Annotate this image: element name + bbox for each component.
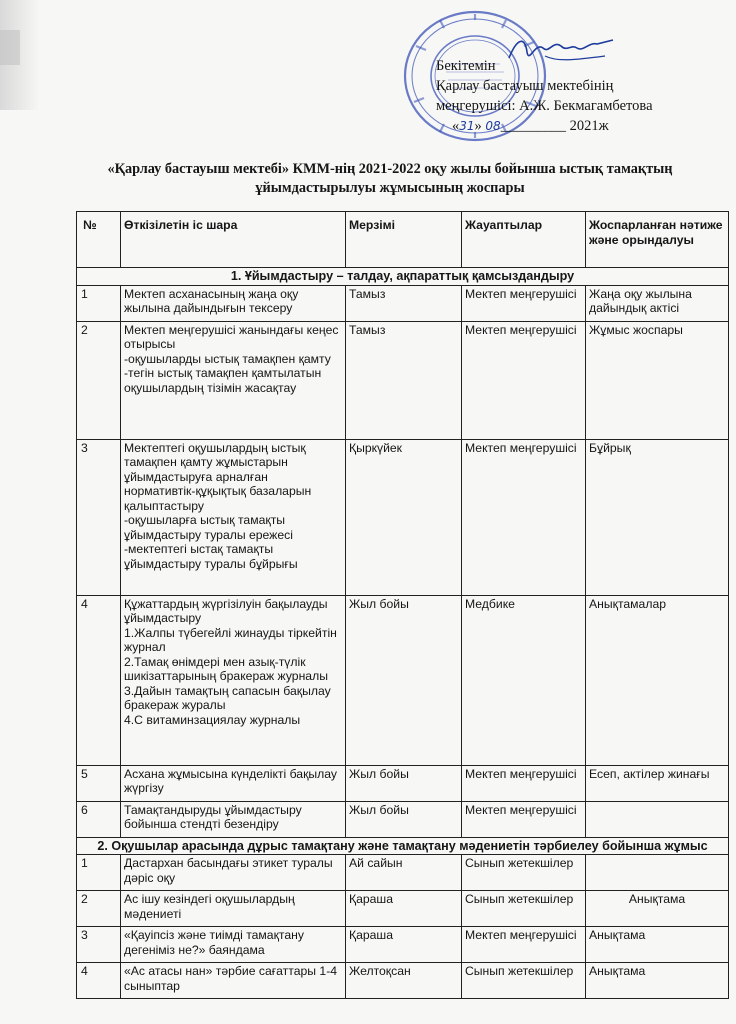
header-responsible: Жауаптылар	[462, 212, 586, 268]
row-responsible: Мектеп меңгерушісі	[462, 927, 586, 963]
row-result: Анықтама	[586, 927, 729, 963]
title-line-2: ұйымдастырылуы жұмысының жоспары	[255, 180, 525, 196]
row-activity: Құжаттардың жүргізілуін бақылауды ұйымдастыру 1.Жалпы түбегейлі жинауды тіркейтін журнал 2.Тамақ өнімдері мен азық-түлік шикізаттарының бракераж журналы 3.Дайын тамақтың сапасын бақылау бракераж журалы 4.С витаминзациялау журналы	[121, 595, 346, 765]
table-row	[77, 765, 729, 801]
row-result: Анықтама	[586, 963, 729, 999]
title-line-1: «Қарлау бастауыш мектебі» КММ-нің 2021-2022 оқу жылы бойынша ыстық тамақтың	[107, 161, 673, 177]
table-row	[77, 927, 729, 963]
row-responsible: Мектеп меңгерушісі	[462, 801, 586, 837]
approval-line-1: Бекітемін	[436, 58, 496, 74]
approval-line-3: меңгерушісі: А.Ж. Бекмагамбетова	[436, 98, 653, 114]
table-row	[77, 801, 729, 837]
row-responsible: Медбике	[462, 595, 586, 765]
row-number: 1	[77, 285, 121, 321]
row-deadline: Қараша	[346, 927, 462, 963]
row-activity: Ас ішу кезіндегі оқушылардың мәдениеті	[121, 891, 346, 927]
table-row	[77, 855, 729, 891]
row-deadline: Желтоқсан	[346, 963, 462, 999]
row-responsible: Сынып жетекшілер	[462, 855, 586, 891]
row-deadline: Қыркүйек	[346, 439, 462, 595]
row-deadline: Тамыз	[346, 285, 462, 321]
row-activity: Тамақтандыруды ұйымдастыру бойынша стендті безендіру	[121, 801, 346, 837]
row-responsible: Мектеп меңгерушісі	[462, 439, 586, 595]
row-deadline: Ай сайын	[346, 855, 462, 891]
row-number: 3	[77, 927, 121, 963]
approval-date-day: 31	[459, 119, 475, 133]
row-number: 5	[77, 765, 121, 801]
table-row	[77, 595, 729, 765]
scan-edge-mark	[0, 30, 20, 65]
row-responsible: Мектеп меңгерушісі	[462, 321, 586, 439]
row-result: Жаңа оқу жылына дайындық актісі	[586, 285, 729, 321]
section-1-title: 1. Ұйымдастыру – талдау, ақпараттық қамсыздандыру	[77, 268, 729, 286]
header-deadline: Мерзімі	[346, 212, 462, 268]
header-result: Жоспарланған нәтиже және орындалуы	[586, 212, 729, 268]
table-body	[77, 268, 729, 999]
approval-line-2: Қарлау бастауыш мектебінің	[436, 78, 614, 94]
table-row	[77, 321, 729, 439]
row-result: Жұмыс жоспары	[586, 321, 729, 439]
approval-date: «31» 08_________ 2021ж	[452, 118, 609, 134]
row-number: 4	[77, 595, 121, 765]
row-responsible: Сынып жетекшілер	[462, 963, 586, 999]
row-number: 4	[77, 963, 121, 999]
row-deadline: Жыл бойы	[346, 765, 462, 801]
plan-table	[76, 211, 729, 999]
row-result	[586, 855, 729, 891]
section-heading-1	[77, 268, 729, 286]
row-activity: Мектеп асханасының жаңа оқу жылына дайындығын тексеру	[121, 285, 346, 321]
row-result: Анықтама	[586, 891, 729, 927]
approval-date-month: 08	[485, 119, 501, 133]
row-activity: Мектептегі оқушылардың ыстық тамақпен қамту жұмыстарын ұйымдастыруға арналған нормативтік-құқықтық базаларын қалыптастыру -оқушыларға ыстық тамақты ұйымдастыру туралы ережесі -мектептегі ыстақ тамақты ұйымдастыру туралы бұйрығы	[121, 439, 346, 595]
row-number: 6	[77, 801, 121, 837]
row-responsible: Мектеп меңгерушісі	[462, 765, 586, 801]
row-deadline: Жыл бойы	[346, 595, 462, 765]
row-responsible: Сынып жетекшілер	[462, 891, 586, 927]
row-result: Анықтамалар	[586, 595, 729, 765]
table-row	[77, 439, 729, 595]
row-activity: «Ас атасы нан» тәрбие сағаттары 1-4 сыныптар	[121, 963, 346, 999]
row-activity: Асхана жұмысына күнделікті бақылау жүргізу	[121, 765, 346, 801]
header-number: №	[77, 212, 121, 268]
table-row	[77, 285, 729, 321]
row-deadline: Тамыз	[346, 321, 462, 439]
approval-block	[436, 56, 726, 136]
row-activity: «Қауіпсіз және тиімді тамақтану дегеніміз не?» баяндама	[121, 927, 346, 963]
header-activity: Өткізілетін іс шара	[121, 212, 346, 268]
row-deadline: Жыл бойы	[346, 801, 462, 837]
row-activity: Дастархан басындағы этикет туралы дәріс оқу	[121, 855, 346, 891]
page-title	[70, 160, 710, 198]
table-header-row	[77, 212, 729, 268]
table-row	[77, 963, 729, 999]
row-result: Бұйрық	[586, 439, 729, 595]
row-responsible: Мектеп меңгерушісі	[462, 285, 586, 321]
row-result	[586, 801, 729, 837]
row-result: Есеп, актілер жинағы	[586, 765, 729, 801]
row-deadline: Қараша	[346, 891, 462, 927]
row-number: 1	[77, 855, 121, 891]
approval-date-year: 2021ж	[569, 118, 609, 134]
row-activity: Мектеп меңгерушісі жанындағы кеңес отырысы -оқушыларды ыстық тамақпен қамту -тегін ыстық тамақпен қамтылатын оқушылардың тізімін жасақтау	[121, 321, 346, 439]
row-number: 2	[77, 891, 121, 927]
row-number: 2	[77, 321, 121, 439]
section-heading-2	[77, 837, 729, 855]
row-number: 3	[77, 439, 121, 595]
section-2-title: 2. Оқушылар арасында дұрыс тамақтану және тамақтану мәдениетін тәрбиелеу бойынша жұмыс	[77, 837, 729, 855]
table-row	[77, 891, 729, 927]
